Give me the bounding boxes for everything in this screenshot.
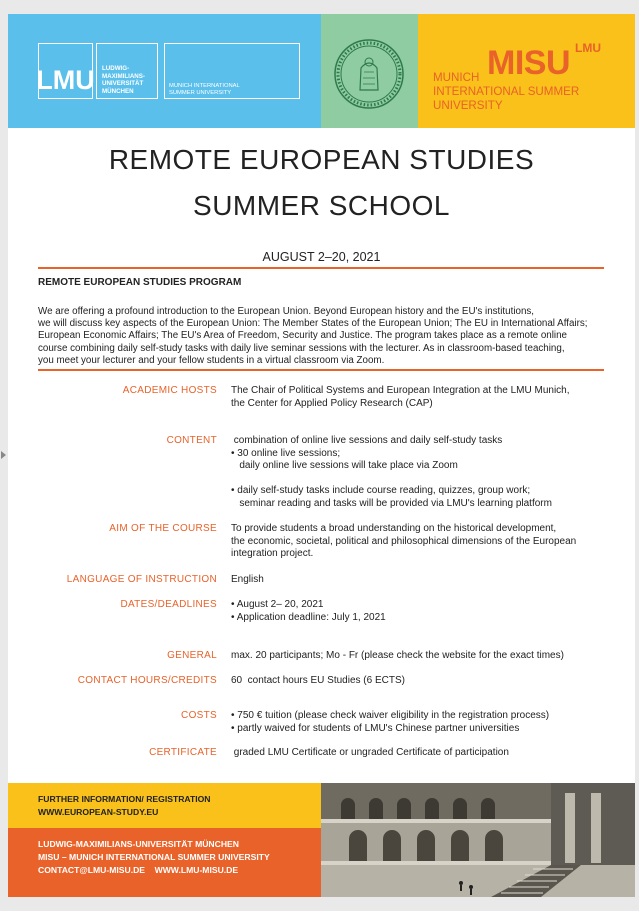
misu-name-box: MUNICH INTERNATIONAL SUMMER UNIVERSITY [164, 43, 300, 99]
lmu-logo: LMU [38, 43, 93, 99]
value-costs: • 750 € tuition (please check waiver eligibility in the registration process) • partly waived for students of LMU's Chinese partner universities [231, 710, 550, 734]
label-aim-of-course: AIM OF THE COURSE [109, 523, 217, 534]
divider [38, 369, 604, 371]
footer-address-panel [8, 828, 321, 897]
value-general: max. 20 participants; Mo - Fr (please check the website for the exact times) [231, 650, 564, 661]
university-atrium-photo [321, 783, 635, 897]
label-contact-hours: CONTACT HOURS/CREDITS [77, 675, 217, 686]
info-heading: FURTHER INFORMATION/ REGISTRATION [38, 794, 211, 804]
value-content: combination of online live sessions and daily self-study tasks • 30 online live sessions; daily online live sessions will take place via Zoom • daily self-study tasks include course reading, quizzes, group work; seminar reading and tasks will be provided via LMU's learning platform [231, 435, 552, 509]
address-line: LUDWIG-MAXIMILIANS-UNIVERSITÄT MÜNCHEN [38, 839, 239, 849]
label-general: GENERAL [167, 650, 217, 661]
label-language: LANGUAGE OF INSTRUCTION [66, 574, 217, 585]
value-dates-deadlines: • August 2– 20, 2021 • Application deadline: July 1, 2021 [231, 599, 386, 623]
page-title-line-2: SUMMER SCHOOL [193, 190, 450, 221]
label-content: CONTENT [166, 435, 217, 446]
value-language: English [231, 574, 264, 585]
address-line: MISU – MUNICH INTERNATIONAL SUMMER UNIVERSITY [38, 852, 270, 862]
label-certificate: CERTIFICATE [149, 747, 217, 758]
website-link[interactable]: WWW.EUROPEAN-STUDY.EU [38, 807, 159, 817]
university-seal-icon [333, 38, 405, 110]
contact-line[interactable]: CONTACT@LMU-MISU.DE WWW.LMU-MISU.DE [38, 865, 239, 875]
label-dates-deadlines: DATES/DEADLINES [120, 599, 217, 610]
program-heading: REMOTE EUROPEAN STUDIES PROGRAM [38, 277, 242, 288]
value-certificate: graded LMU Certificate or ungraded Certificate of participation [231, 747, 509, 758]
page-title-line-1: REMOTE EUROPEAN STUDIES [108, 144, 535, 175]
lmu-name-box: LUDWIG- MAXIMILIANS- UNIVERSITÄT MÜNCHEN [96, 43, 158, 99]
value-academic-hosts: The Chair of Political Systems and European Integration at the LMU Munich, the Center for Applied Policy Research (CAP) [231, 385, 570, 409]
page-nav-arrow-icon[interactable] [1, 451, 6, 459]
intro-paragraph: We are offering a profound introduction to the European Union. Beyond European history and the EU's institutions, we will discuss key aspects of the European Union: The Member States of the European Union; The EU in International Affairs; European Economic Affairs; The EU's Area of Freedom, Security and Justice. The program takes place as a remote online course combining daily self-study tasks with daily live seminar sessions with the lecturer. As in classroom-based teaching, you meet your lecturer and your fellow students in a virtual classroom via Zoom. [38, 306, 588, 366]
label-costs: COSTS [181, 710, 217, 721]
label-academic-hosts: ACADEMIC HOSTS [122, 385, 217, 396]
footer-info-panel [8, 783, 321, 828]
divider [38, 267, 604, 269]
value-aim-of-course: To provide students a broad understanding on the historical development, the economic, societal, political and philosophical dimensions of the European integration project. [231, 523, 577, 560]
header-blue-panel [8, 14, 321, 128]
value-contact-hours: 60 contact hours EU Studies (6 ECTS) [231, 675, 405, 686]
event-date: AUGUST 2–20, 2021 [262, 250, 381, 264]
flyer-page: LMU LUDWIG- MAXIMILIANS- UNIVERSITÄT MÜNCHEN MUNICH INTERNATIONAL SUMMER UNIVERSITY MISU LMU MUNICH INTERNATIONAL SUMMER UNIVERSITY REMOTE EUROPEAN STUDIES SUMMER SCHOOL AUGUST 2–20, 2021 REMOTE EUROPEAN STUDIES PROGRAM We are offering a profound introduction to the European Union. Beyond European history and the EU's institutions, we will discuss key aspects of the European Union: The Member States of the European Union; The EU in International Affairs; European Economic Affairs; The EU's Area of Freedom, Security and Justice. The program takes place as a remote online course combining daily self-study tasks with daily live seminar sessions with the lecturer. As in classroom-based teaching, you meet your lecturer and your fellow students in a virtual classroom via Zoom. ACADEMIC HOSTS The Chair of Political Systems and European Integration at the LMU Munich, the Center for Applied Policy Research (CAP) CONTENT combination of online live sessions and daily self-study tasks • 30 online live sessions; daily online live sessions will take place via Zoom • daily self-study tasks include course reading, quizzes, group work; seminar reading and tasks will be provided via LMU's learning platform AIM OF THE COURSE To provide students a broad understanding on the historical development, the economic, societal, political and philosophical dimensions of the European integration project. LANGUAGE OF INSTRUCTION English DATES/DEADLINES • August 2– 20, 2021 • Application deadline: July 1, 2021 GENERAL max. 20 participants; Mo - Fr (please check the website for the exact times) CONTACT HOURS/CREDITS 60 contact hours EU Studies (6 ECTS) COSTS • 750 € tuition (please check waiver eligibility in the registration process) • partly waived for students of LMU's Chinese partner universities CERTIFICATE graded LMU Certificate or ungraded Certificate of participation FURTHER INFORMATION/ REGISTRATION WWW.EUROPEAN-STUDY.EU LUDWIG-MAXIMILIANS-UNIVERSITÄT MÜNCHEN MISU – MUNICH INTERNATIONAL SUMMER UNIVERSITY CONTACT@LMU-MISU.DE WWW.LMU-MISU.DE [8, 14, 635, 897]
